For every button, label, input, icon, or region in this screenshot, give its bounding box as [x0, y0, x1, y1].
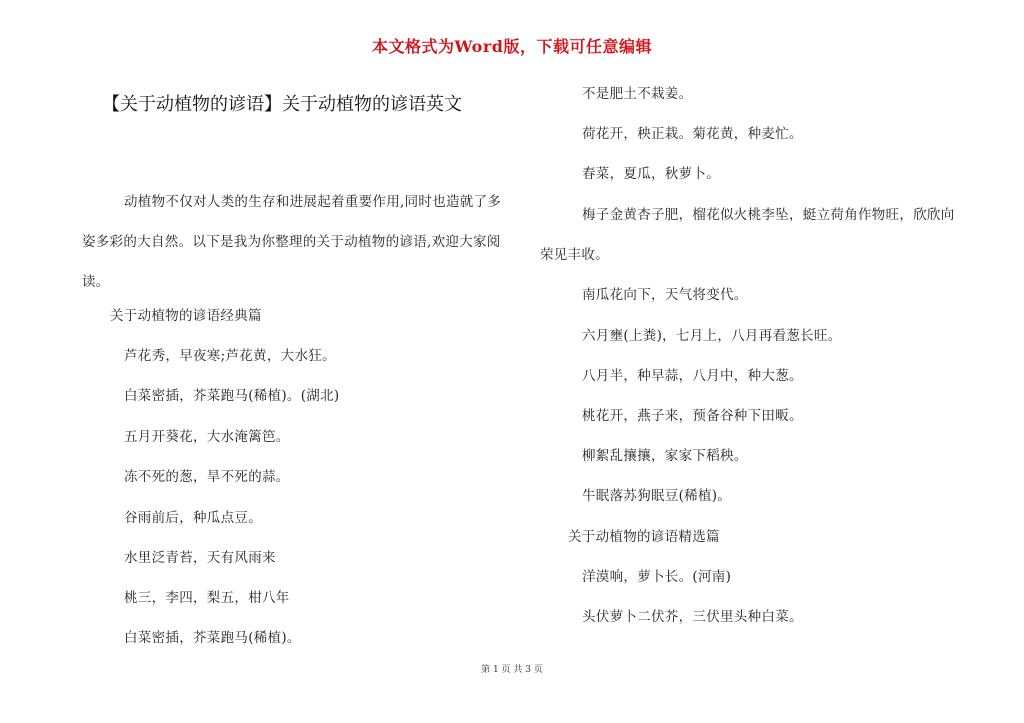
format-banner: 本文格式为Word版，下载可任意编辑 [372, 37, 652, 56]
section-heading-selected: 关于动植物的谚语精选篇 [568, 529, 720, 545]
page-number: 第 1 页 共 3 页 [481, 665, 543, 675]
proverb-line: 谷雨前后，种瓜点豆。 [124, 510, 262, 526]
proverb-line: 梅子金黄杏子肥，榴花似火桃李坠，蜓立荷角作物旺，欣欣向 [582, 207, 955, 223]
proverb-line: 洋漠响，萝卜长。(河南) [582, 569, 732, 585]
proverb-line-continued: 荣见丰收。 [540, 247, 609, 263]
proverb-line: 白菜密插，芥菜跑马(稀植)。 [124, 630, 301, 646]
proverb-line: 桃花开，燕子来，预备谷种下田畈。 [582, 408, 803, 424]
proverb-line: 桃三，李四，梨五，柑八年 [124, 590, 290, 606]
section-heading-classic: 关于动植物的谚语经典篇 [110, 308, 262, 324]
proverb-line: 白菜密插，芥菜跑马(稀植)。(湖北) [124, 388, 340, 404]
proverb-line: 柳絮乱攘攘，家家下稻秧。 [582, 448, 748, 464]
proverb-line: 五月开葵花，大水淹篱笆。 [124, 429, 290, 445]
proverb-line: 六月壅(上粪)，七月上，八月再看葱长旺。 [582, 328, 842, 344]
proverb-line: 八月半，种早蒜，八月中，种大葱。 [582, 368, 803, 384]
proverb-line: 芦花秀，早夜寒;芦花黄，大水狂。 [124, 348, 336, 364]
proverb-line: 水里泛青苔，天有风雨来 [124, 550, 276, 566]
proverb-line: 头伏萝卜二伏芥，三伏里头种白菜。 [582, 609, 803, 625]
document-title: 【关于动植物的谚语】关于动植物的谚语英文 [102, 94, 462, 115]
intro-paragraph: 动植物不仅对人类的生存和进展起着重要作用,同时也造就了多姿多彩的大自然。以下是我为你整理的关于动植物的谚语,欢迎大家阅读。 [82, 194, 502, 290]
proverb-line: 牛眠落苏狗眠豆(稀植)。 [582, 488, 732, 504]
proverb-line: 荷花开，秧正栽。菊花黄，种麦忙。 [582, 126, 803, 142]
proverb-line: 不是肥土不栽姜。 [582, 86, 693, 102]
proverb-line: 春菜，夏瓜，秋萝卜。 [582, 166, 720, 182]
proverb-line: 南瓜花向下，天气将变代。 [582, 287, 748, 303]
proverb-line: 冻不死的葱，旱不死的蒜。 [124, 469, 290, 485]
